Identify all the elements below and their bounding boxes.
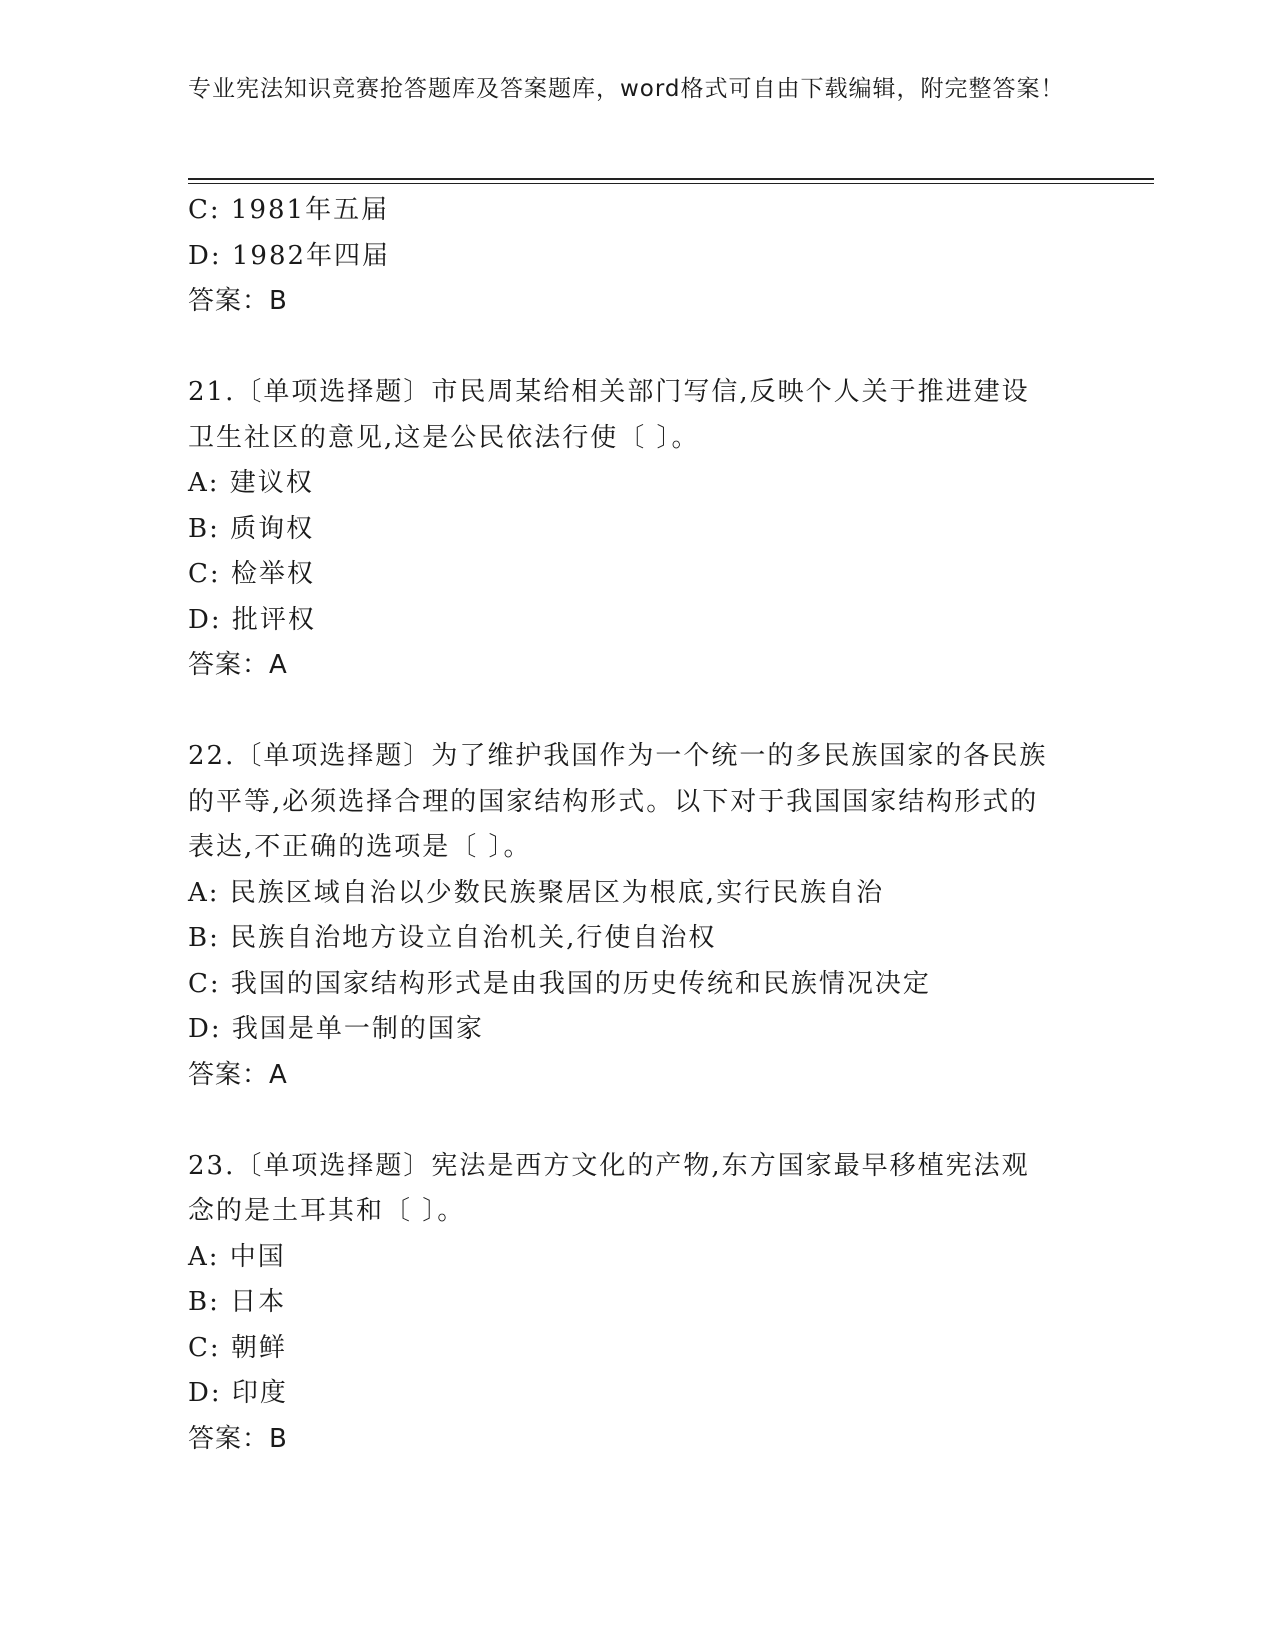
- option-c: C: 检举权: [188, 559, 315, 589]
- answer-line: 答案：A: [188, 650, 288, 680]
- option-b: B: 日本: [188, 1287, 287, 1317]
- question-stem-line: 表达,不正确的选项是〔 〕。: [188, 832, 532, 862]
- option-c: C: 1981年五届: [188, 195, 390, 225]
- question-list: [188, 188, 1088, 1462]
- option-d: D: 批评权: [188, 604, 316, 635]
- question-stem-line: 23.〔单项选择题〕宪法是西方文化的产物,东方国家最早移植宪法观: [188, 1150, 1030, 1181]
- question-23: [188, 1144, 1088, 1463]
- option-b: B: 民族自治地方设立自治机关,行使自治权: [188, 923, 717, 953]
- spacer: [188, 689, 1088, 735]
- question-22: [188, 734, 1088, 1098]
- question-continued: [188, 188, 1088, 325]
- question-stem-line: 卫生社区的意见,这是公民依法行使〔 〕。: [188, 422, 700, 453]
- question-stem-line: 的平等,必须选择合理的国家结构形式。以下对于我国国家结构形式的: [188, 786, 1039, 817]
- option-c: C: 朝鲜: [188, 1332, 287, 1363]
- option-a: A: 民族区域自治以少数民族聚居区为根底,实行民族自治: [188, 877, 885, 908]
- option-b: B: 质询权: [188, 513, 315, 544]
- header-divider: [188, 178, 1154, 184]
- question-stem-line: 22.〔单项选择题〕为了维护我国作为一个统一的多民族国家的各民族: [188, 741, 1048, 771]
- spacer: [188, 1098, 1088, 1144]
- option-a: A: 中国: [188, 1241, 286, 1272]
- answer-line: 答案：B: [188, 1423, 288, 1454]
- option-d: D: 我国是单一制的国家: [188, 1014, 484, 1044]
- spacer: [188, 325, 1088, 371]
- option-c: C: 我国的国家结构形式是由我国的历史传统和民族情况决定: [188, 968, 931, 999]
- question-stem-line: 21.〔单项选择题〕市民周某给相关部门写信,反映个人关于推进建设: [188, 377, 1030, 407]
- question-stem-line: 念的是土耳其和〔 〕。: [188, 1196, 466, 1226]
- answer-line: 答案：A: [188, 1059, 288, 1090]
- answer-line: 答案：B: [188, 286, 288, 316]
- option-d: D: 印度: [188, 1378, 288, 1408]
- option-a: A: 建议权: [188, 468, 314, 498]
- question-21: [188, 370, 1088, 689]
- page-header: 专业宪法知识竞赛抢答题库及答案题库，word格式可自由下载编辑，附完整答案！: [188, 76, 1065, 102]
- option-d: D: 1982年四届: [188, 240, 391, 271]
